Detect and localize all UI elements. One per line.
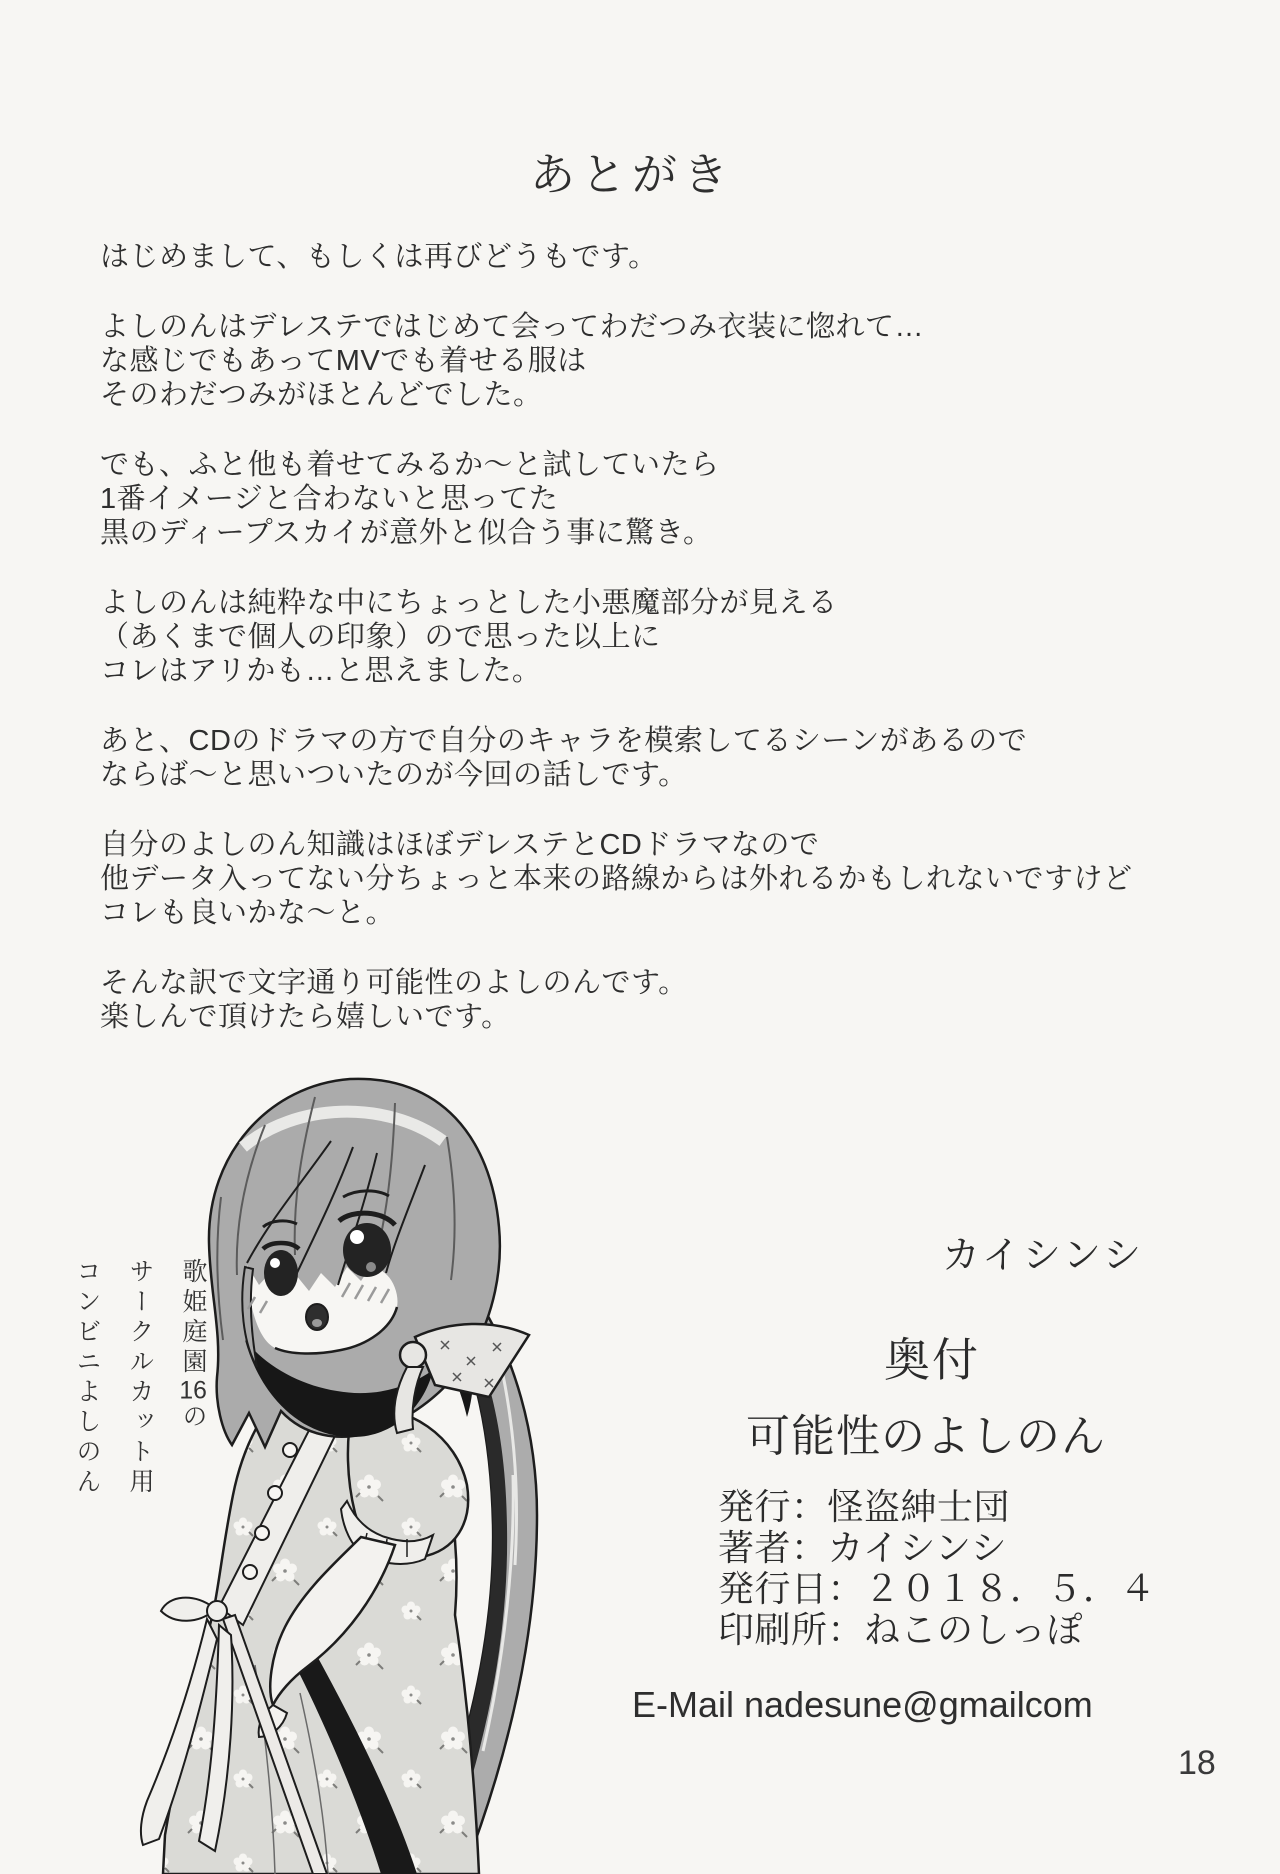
- text-line: はじめまして、もしくは再びどうもです。: [100, 241, 658, 273]
- afterword-paragraph: [100, 966, 1120, 1034]
- afterword-paragraph: [100, 724, 1120, 792]
- colophon-line-date: 発行日：２０１８．５．４: [718, 1568, 1157, 1609]
- colophon-heading: 奥付: [884, 1334, 980, 1386]
- text-line: ならば～と思いついたのが今回の話しです。: [100, 759, 688, 791]
- afterword-paragraph: [100, 240, 1120, 274]
- text-line: よしのんはデレステではじめて会ってわだつみ衣装に惚れて…: [100, 311, 924, 343]
- caption-column: サークルカット用: [126, 1258, 154, 1498]
- text-line: 他データ入ってない分ちょっと本来の路線からは外れるかもしれないですけど: [100, 863, 1133, 895]
- artist-signature: カイシンシ: [942, 1235, 1144, 1277]
- text-line: あと、CDのドラマの方で自分のキャラを模索してるシーンがあるので: [100, 725, 1028, 757]
- text-line: コレはアリかも…と思えました。: [100, 655, 542, 687]
- colophon-line-publisher: 発行：怪盗紳士団: [718, 1486, 1011, 1527]
- text-line: 1番イメージと合わないと思ってた: [100, 483, 559, 515]
- page-number: 18: [1178, 1744, 1216, 1782]
- yoshinon-illustration: [95, 1045, 540, 1874]
- colophon-book-title: 可能性のよしのん: [746, 1412, 1106, 1461]
- afterword-paragraph: [100, 586, 1120, 688]
- text-line: そんな訳で文字通り可能性のよしのんです。: [100, 967, 688, 999]
- caption-column: コンビニよしのん: [73, 1258, 101, 1498]
- text-line: コレも良いかな～と。: [100, 897, 396, 929]
- page-title: あとがき: [530, 149, 735, 200]
- text-line: 自分のよしのん知識はほぼデレステとCDドラマなので: [100, 829, 820, 861]
- text-line: な感じでもあってMVでも着せる服は: [100, 345, 587, 377]
- afterword-paragraph: [100, 448, 1120, 550]
- caption-column: 歌姫庭園16の: [179, 1258, 207, 1433]
- text-line: よしのんは純粋な中にちょっとした小悪魔部分が見える: [100, 587, 838, 619]
- text-line: そのわだつみがほとんどでした。: [100, 379, 543, 411]
- colophon-details: [718, 1486, 1156, 1650]
- colophon-line-author: 著者：カイシンシ: [718, 1527, 1008, 1568]
- colophon-email: E-Mail nadesune@gmailcom: [632, 1684, 1093, 1725]
- afterword-body: [100, 240, 1133, 1070]
- text-line: 楽しんで頂けたら嬉しいです。: [100, 1001, 511, 1033]
- afterword-paragraph: [100, 828, 1133, 930]
- text-line: でも、ふと他も着せてみるか～と試していたら: [100, 449, 720, 481]
- colophon-line-printer: 印刷所：ねこのしっぽ: [718, 1609, 1084, 1650]
- text-line: （あくまで個人の印象）ので思った以上に: [100, 621, 661, 653]
- text-line: 黒のディープスカイが意外と似合う事に驚き。: [100, 517, 713, 549]
- afterword-paragraph: [100, 310, 1120, 412]
